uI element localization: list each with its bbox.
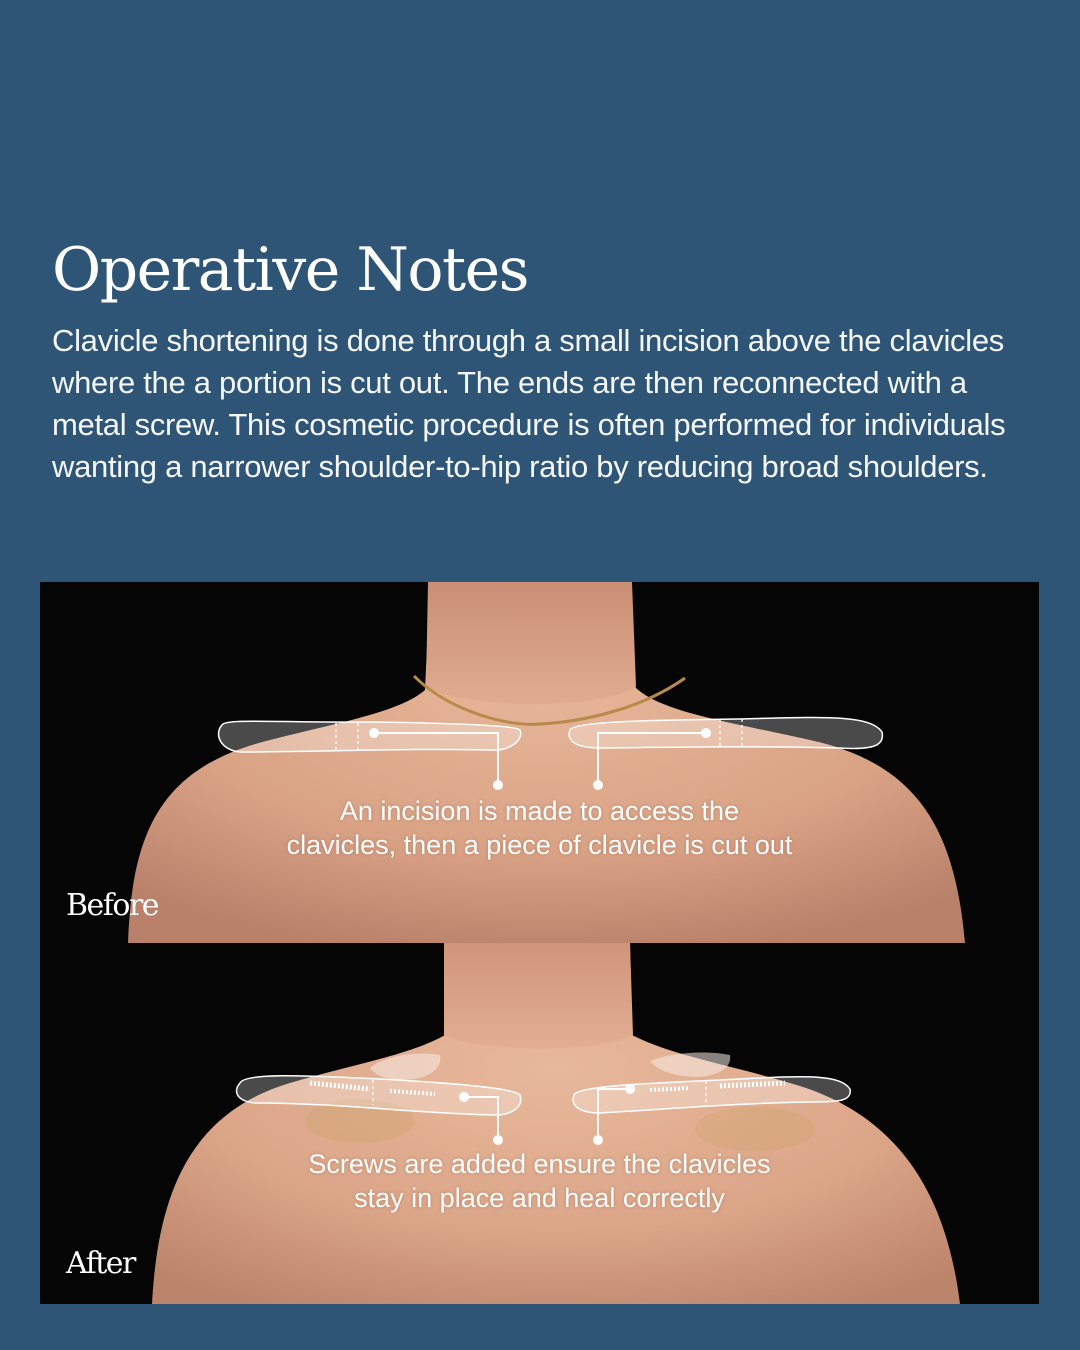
after-caption-line-1: Screws are added ensure the clavicles	[308, 1149, 771, 1179]
before-caption	[40, 794, 1039, 862]
before-shoulders-image	[40, 582, 1039, 943]
after-label: After	[66, 1246, 135, 1281]
before-label: Before	[66, 888, 159, 923]
operative-description: Clavicle shortening is done through a small incision above the clavicles where the a portion is cut out. The ends are then reconnected with a metal screw. This cosmetic procedure is often performed for individuals wanting a narrower shoulder-to-hip ratio by reducing broad shoulders.	[52, 323, 1006, 484]
before-photo-panel	[40, 582, 1039, 943]
after-shoulders-image	[40, 943, 1039, 1304]
after-caption	[40, 1147, 1039, 1215]
before-caption-line-2: clavicles, then a piece of clavicle is cut out	[286, 830, 793, 860]
after-caption-line-2: stay in place and heal correctly	[354, 1183, 725, 1213]
before-caption-line-1: An incision is made to access the	[339, 796, 740, 826]
page-title: Operative Notes	[52, 235, 528, 305]
after-photo-panel	[40, 943, 1039, 1304]
